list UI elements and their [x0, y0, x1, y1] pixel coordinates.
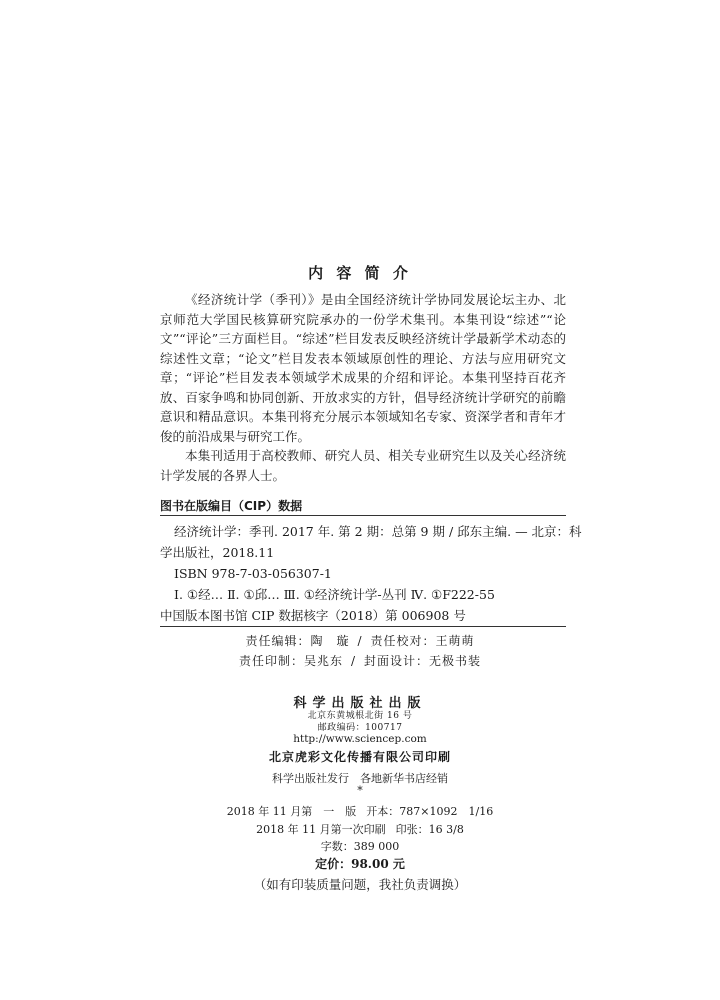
cip-bibliographic-line: 经济统计学：季刊. 2017 年. 第 2 期：总第 9 期 / 邱东主编. — 北京：科	[174, 524, 582, 539]
publisher-name: 科学出版社出版	[293, 696, 427, 711]
cip-classification: Ⅰ. ①经… Ⅱ. ①邱… Ⅲ. ①经济统计学-丛刊 Ⅳ. ①F222-55	[174, 587, 495, 602]
cip-data-block	[160, 521, 582, 626]
editor-label: 责任编辑：	[245, 634, 311, 648]
printing-line	[0, 821, 720, 837]
printer-name: 北京虎彩文化传播有限公司印刷	[268, 750, 451, 764]
distribution-line: 科学出版社发行 各地新华书店经销	[272, 772, 448, 785]
summary-paragraph: 本集刊适用于高校教师、研究人员、相关专业研究生以及关心经济统计学发展的各界人士。	[160, 448, 566, 483]
cover-label: 封面设计：	[364, 654, 430, 668]
editor-name: 陶 璇	[310, 634, 350, 648]
quality-note: （如有印装质量问题，我社负责调换）	[253, 877, 467, 892]
edition-line	[0, 803, 720, 819]
proof-name: 王萌萌	[435, 634, 475, 648]
cip-bibliographic-line: 学出版社，2018.11	[160, 545, 275, 560]
print-name: 吴兆东	[303, 654, 343, 668]
summary-title: 内 容 简 介	[308, 264, 412, 282]
edition: 2018 年 11 月第 一 版	[226, 805, 357, 818]
cip-heading: 图书在版编目（CIP）数据	[160, 499, 303, 513]
publisher-postcode: 邮政编码：100717	[317, 723, 403, 733]
publisher-address: 北京东黄城根北街 16 号	[307, 711, 413, 721]
sheets: 印张：16 3/8	[395, 823, 464, 836]
credits-line-1: 责任编辑：陶 璇 / 责任校对：王萌萌	[245, 634, 475, 648]
summary-body	[160, 290, 566, 485]
cip-top-rule	[160, 515, 566, 516]
word-count: 字数：389 000	[320, 840, 400, 853]
proof-label: 责任校对：	[370, 634, 436, 648]
credits-line-2: 责任印制：吴兆东 / 封面设计：无极书装	[238, 654, 482, 668]
format: 开本：787×1092 1/16	[366, 805, 494, 818]
cover-name: 无极书装	[429, 654, 482, 668]
publisher-url: http://www.sciencep.com	[293, 733, 427, 745]
cip-record-number: 中国版本图书馆 CIP 数据核字（2018）第 006908 号	[160, 608, 466, 623]
print-label: 责任印制：	[238, 654, 304, 668]
price: 定价：98.00 元	[315, 857, 405, 871]
separator-star: *	[357, 784, 363, 797]
printing: 2018 年 11 月第一次印刷	[256, 823, 386, 836]
cip-bottom-rule	[160, 626, 566, 627]
summary-paragraph: 《经济统计学（季刊）》是由全国经济统计学协同发展论坛主办、北京师范大学国民核算研究院承办的一份学术集刊。本集刊设“综述”“论文”“评论”三方面栏目。“综述”栏目发表反映经济统计学最新学术动态的综述性文章；“论文”栏目发表本领域原创性的理论、方法与应用研究文章；“评论”栏目发表本领域学术成果的介绍和评论。本集刊坚持百花齐放、百家争鸣和协同创新、开放求实的方针，倡导经济统计学研究的前瞻意识和精品意识。本集刊将充分展示本领域知名专家、资深学者和青年才俊的前沿成果与研究工作。	[160, 292, 566, 444]
cip-isbn: ISBN 978-7-03-056307-1	[174, 566, 332, 581]
